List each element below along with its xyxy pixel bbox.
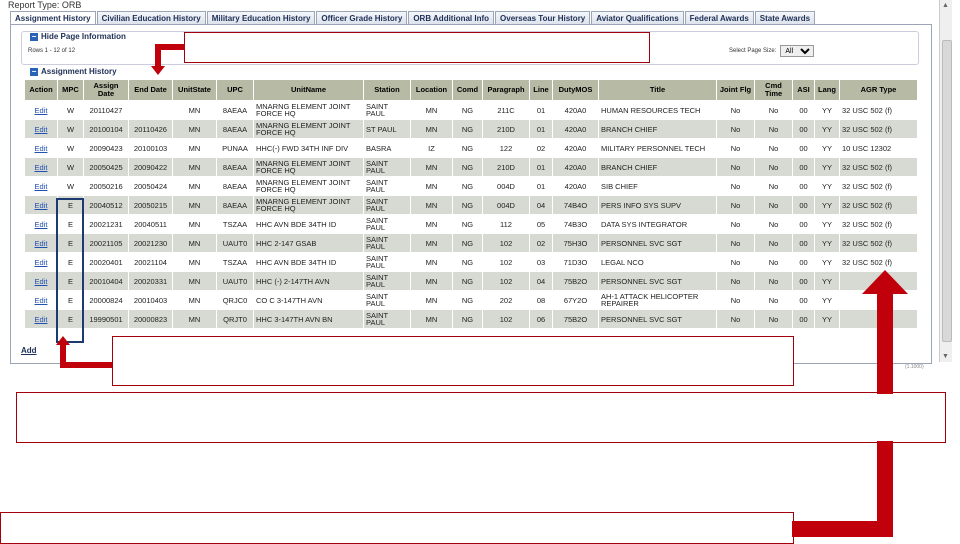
table-cell: MNARNG ELEMENT JOINT FORCE HQ	[254, 101, 364, 120]
table-cell: 71D3O	[553, 253, 599, 272]
tab-federal-awards[interactable]: Federal Awards	[685, 11, 754, 25]
table-cell: No	[755, 291, 793, 310]
page-size-control	[729, 45, 814, 57]
table-cell: AH-1 ATTACK HELICOPTER REPAIRER	[599, 291, 717, 310]
table-cell: SAINT PAUL	[364, 272, 411, 291]
arrow-head-icon	[56, 336, 70, 345]
table-cell: YY	[815, 272, 840, 291]
table-cell: W	[58, 120, 84, 139]
scroll-down-icon[interactable]: ▼	[942, 353, 949, 360]
scrollbar-thumb[interactable]	[942, 40, 952, 342]
section-title-label: Assignment History	[41, 67, 117, 76]
assignment-history-table	[24, 79, 917, 329]
table-cell: 74B4O	[553, 196, 599, 215]
table-cell: No	[717, 234, 755, 253]
table-cell: TSZAA	[217, 215, 254, 234]
tab-military-education-history[interactable]: Military Education History	[207, 11, 316, 25]
tab-assignment-history[interactable]: Assignment History	[10, 11, 96, 25]
callout-box-middle	[112, 336, 794, 386]
table-cell: SAINT PAUL	[364, 177, 411, 196]
table-cell: 20020401	[84, 253, 129, 272]
table-cell: NG	[453, 139, 483, 158]
table-cell: CO C 3-147TH AVN	[254, 291, 364, 310]
table-cell: 08	[530, 291, 553, 310]
table-cell: SAINT PAUL	[364, 215, 411, 234]
table-cell: No	[755, 120, 793, 139]
table-cell: MN	[173, 215, 217, 234]
table-cell: 420A0	[553, 177, 599, 196]
column-header: Title	[599, 80, 717, 101]
arrow-shaft	[792, 521, 893, 537]
table-cell: YY	[815, 158, 840, 177]
edit-link[interactable]: Edit	[25, 101, 58, 120]
table-cell: No	[717, 139, 755, 158]
table-cell: E	[58, 272, 84, 291]
table-cell: MN	[173, 234, 217, 253]
table-cell: YY	[815, 177, 840, 196]
table-cell: 01	[530, 101, 553, 120]
table-cell: 8AEAA	[217, 120, 254, 139]
page-size-label: Select Page Size:	[729, 48, 777, 54]
table-cell: 420A0	[553, 101, 599, 120]
collapse-icon[interactable]: −	[31, 31, 37, 41]
edit-link[interactable]: Edit	[25, 196, 58, 215]
table-cell: 20020331	[129, 272, 173, 291]
table-cell: No	[717, 158, 755, 177]
section-title[interactable]	[30, 67, 117, 76]
table-cell: 004D	[483, 177, 530, 196]
table-cell: MN	[411, 120, 453, 139]
table-cell: 20000824	[84, 291, 129, 310]
table-cell: YY	[815, 310, 840, 329]
table-cell: NG	[453, 158, 483, 177]
table-cell: 102	[483, 310, 530, 329]
table-cell: NG	[453, 272, 483, 291]
table-cell: 32 USC 502 (f)	[840, 101, 918, 120]
table-cell: 210D	[483, 158, 530, 177]
table-cell: 102	[483, 272, 530, 291]
table-cell: No	[717, 310, 755, 329]
table-cell: 00	[793, 253, 815, 272]
table-cell: SAINT PAUL	[364, 310, 411, 329]
table-cell: PERS INFO SYS SUPV	[599, 196, 717, 215]
table-cell: 20110426	[129, 120, 173, 139]
table-cell: QRJT0	[217, 310, 254, 329]
table-cell: MN	[411, 310, 453, 329]
table-row	[25, 234, 918, 253]
table-cell: HHC AVN BDE 34TH ID	[254, 215, 364, 234]
edit-link[interactable]: Edit	[25, 272, 58, 291]
report-type-label: Report Type: ORB	[8, 0, 82, 10]
table-cell: 00	[793, 139, 815, 158]
table-cell	[129, 101, 173, 120]
table-cell: 75H3O	[553, 234, 599, 253]
table-cell: MILITARY PERSONNEL TECH	[599, 139, 717, 158]
column-header: UPC	[217, 80, 254, 101]
table-cell: SAINT PAUL	[364, 291, 411, 310]
table-cell: NG	[453, 177, 483, 196]
column-header: UnitState	[173, 80, 217, 101]
table-cell: 01	[530, 120, 553, 139]
table-cell: SAINT PAUL	[364, 253, 411, 272]
table-cell: No	[717, 291, 755, 310]
table-cell: 20050425	[84, 158, 129, 177]
column-header: Lang	[815, 80, 840, 101]
table-cell: 211C	[483, 101, 530, 120]
table-cell: No	[755, 158, 793, 177]
table-cell: PERSONNEL SVC SGT	[599, 272, 717, 291]
table-cell: 00	[793, 120, 815, 139]
table-cell: 20050424	[129, 177, 173, 196]
table-row	[25, 120, 918, 139]
table-cell: 20100103	[129, 139, 173, 158]
table-cell: MN	[173, 139, 217, 158]
edit-link[interactable]: Edit	[25, 139, 58, 158]
table-cell: 20100104	[84, 120, 129, 139]
table-cell: SAINT PAUL	[364, 234, 411, 253]
column-header: AGR Type	[840, 80, 918, 101]
table-cell: MN	[173, 196, 217, 215]
table-cell: 04	[530, 196, 553, 215]
table-cell: MNARNG ELEMENT JOINT FORCE HQ	[254, 158, 364, 177]
column-header: Station	[364, 80, 411, 101]
table-cell: W	[58, 139, 84, 158]
table-cell: W	[58, 177, 84, 196]
table-cell: 32 USC 502 (f)	[840, 196, 918, 215]
table-cell: 00	[793, 158, 815, 177]
table-header-row	[25, 80, 918, 101]
table-cell: E	[58, 215, 84, 234]
table-row	[25, 101, 918, 120]
tab-orb-additional-info[interactable]: ORB Additional Info	[408, 11, 494, 25]
table-cell: 00	[793, 196, 815, 215]
table-cell: MN	[411, 158, 453, 177]
table-cell: UAUT0	[217, 234, 254, 253]
table-cell: 01	[530, 177, 553, 196]
add-link[interactable]: Add	[21, 346, 37, 355]
table-cell: MN	[173, 310, 217, 329]
table-cell: 20050216	[84, 177, 129, 196]
table-cell: No	[717, 177, 755, 196]
table-cell: 20090422	[129, 158, 173, 177]
table-cell: No	[755, 310, 793, 329]
table-cell: E	[58, 234, 84, 253]
table-cell: W	[58, 158, 84, 177]
column-header: Assign Date	[84, 80, 129, 101]
table-cell: SAINT PAUL	[364, 101, 411, 120]
table-cell: TSZAA	[217, 253, 254, 272]
table-cell: No	[755, 253, 793, 272]
table-cell: 20021105	[84, 234, 129, 253]
table-cell: NG	[453, 253, 483, 272]
table-cell: 20090423	[84, 139, 129, 158]
table-cell: 32 USC 502 (f)	[840, 253, 918, 272]
table-cell: MNARNG ELEMENT JOINT FORCE HQ	[254, 196, 364, 215]
table-cell: NG	[453, 196, 483, 215]
column-header: Cmd Time	[755, 80, 793, 101]
table-cell: 20021231	[84, 215, 129, 234]
table-cell: No	[717, 215, 755, 234]
table-cell: 03	[530, 253, 553, 272]
table-cell: 75B2O	[553, 272, 599, 291]
table-cell: SIB CHIEF	[599, 177, 717, 196]
table-row	[25, 253, 918, 272]
table-cell: 20110427	[84, 101, 129, 120]
table-cell: 20021104	[129, 253, 173, 272]
table-cell: No	[755, 101, 793, 120]
table-cell: NG	[453, 310, 483, 329]
table-cell: MN	[173, 177, 217, 196]
rows-info: Rows 1 - 12 of 12	[28, 48, 76, 54]
page-size-select[interactable]	[780, 45, 814, 57]
tab-aviator-qualifications[interactable]: Aviator Qualifications	[591, 11, 683, 25]
table-cell: 202	[483, 291, 530, 310]
table-cell: 122	[483, 139, 530, 158]
table-cell: 32 USC 502 (f)	[840, 215, 918, 234]
table-cell: YY	[815, 120, 840, 139]
table-cell: SAINT PAUL	[364, 158, 411, 177]
table-cell: MN	[411, 253, 453, 272]
table-cell: 20000823	[129, 310, 173, 329]
column-header: Line	[530, 80, 553, 101]
edit-link[interactable]: Edit	[25, 253, 58, 272]
table-cell: 19990501	[84, 310, 129, 329]
callout-box-bottom	[0, 512, 794, 544]
table-row	[25, 177, 918, 196]
vertical-scrollbar[interactable]	[939, 0, 952, 362]
table-cell: HHC 3-147TH AVN BN	[254, 310, 364, 329]
table-cell: 32 USC 502 (f)	[840, 158, 918, 177]
table-cell: MN	[173, 158, 217, 177]
table-cell: PUNAA	[217, 139, 254, 158]
table-cell: 420A0	[553, 120, 599, 139]
edit-link[interactable]: Edit	[25, 120, 58, 139]
tab-state-awards[interactable]: State Awards	[755, 11, 815, 25]
table-cell: No	[755, 177, 793, 196]
table-cell: YY	[815, 291, 840, 310]
table-cell: ST PAUL	[364, 120, 411, 139]
footer-mark: (1.1000)	[905, 364, 924, 370]
table-cell: NG	[453, 120, 483, 139]
table-cell: No	[717, 253, 755, 272]
table-cell: HHC(-) FWD 34TH INF DIV	[254, 139, 364, 158]
collapse-icon[interactable]: −	[31, 66, 37, 76]
table-cell: 00	[793, 272, 815, 291]
table-cell: QRJC0	[217, 291, 254, 310]
table-cell: MN	[173, 101, 217, 120]
table-cell: LEGAL NCO	[599, 253, 717, 272]
edit-link[interactable]: Edit	[25, 291, 58, 310]
table-cell: 74B3O	[553, 215, 599, 234]
table-cell: No	[755, 272, 793, 291]
column-header: Joint Flg	[717, 80, 755, 101]
table-cell: BASRA	[364, 139, 411, 158]
table-cell: MN	[173, 253, 217, 272]
column-header: Location	[411, 80, 453, 101]
table-cell: NG	[453, 234, 483, 253]
table-cell: 00	[793, 101, 815, 120]
table-cell: 8AEAA	[217, 196, 254, 215]
tab-overseas-tour-history[interactable]: Overseas Tour History	[495, 11, 590, 25]
table-cell: MN	[173, 272, 217, 291]
table-cell: MN	[411, 234, 453, 253]
table-cell: 102	[483, 253, 530, 272]
table-cell: HHC 2-147 GSAB	[254, 234, 364, 253]
edit-link[interactable]: Edit	[25, 234, 58, 253]
table-cell: No	[755, 215, 793, 234]
table-cell: 00	[793, 310, 815, 329]
table-cell: 00	[793, 291, 815, 310]
table-cell: 8AEAA	[217, 101, 254, 120]
table-cell: No	[755, 139, 793, 158]
table-cell: 20021230	[129, 234, 173, 253]
tab-bar	[10, 11, 815, 24]
table-row	[25, 215, 918, 234]
table-cell: 06	[530, 310, 553, 329]
table-cell: MN	[411, 196, 453, 215]
table-cell: 02	[530, 139, 553, 158]
table-row	[25, 272, 918, 291]
table-cell: E	[58, 291, 84, 310]
table-cell: 32 USC 502 (f)	[840, 177, 918, 196]
arrow-shaft	[60, 362, 112, 368]
table-cell: 210D	[483, 120, 530, 139]
tab-civilian-education-history[interactable]: Civilian Education History	[97, 11, 206, 25]
table-cell: MN	[411, 215, 453, 234]
column-header: End Date	[129, 80, 173, 101]
table-cell: YY	[815, 234, 840, 253]
table-cell: 102	[483, 234, 530, 253]
table-cell: 00	[793, 177, 815, 196]
table-cell: 10 USC 12302	[840, 139, 918, 158]
table-cell: DATA SYS INTEGRATOR	[599, 215, 717, 234]
table-cell: HHC (-) 2-147TH AVN	[254, 272, 364, 291]
table-cell: 004D	[483, 196, 530, 215]
table-cell: 02	[530, 234, 553, 253]
table-row	[25, 310, 918, 329]
table-cell: SAINT PAUL	[364, 196, 411, 215]
table-row	[25, 196, 918, 215]
table-cell: E	[58, 310, 84, 329]
table-cell: MN	[173, 291, 217, 310]
table-cell: No	[755, 234, 793, 253]
table-cell: YY	[815, 215, 840, 234]
table-cell: BRANCH CHIEF	[599, 120, 717, 139]
table-cell: NG	[453, 101, 483, 120]
table-cell: PERSONNEL SVC SGT	[599, 310, 717, 329]
table-cell: MN	[411, 272, 453, 291]
edit-link[interactable]: Edit	[25, 177, 58, 196]
scroll-up-icon[interactable]: ▲	[942, 2, 949, 9]
table-cell: NG	[453, 291, 483, 310]
hide-page-info-toggle[interactable]	[30, 32, 126, 41]
callout-box-top	[184, 32, 650, 63]
table-cell: IZ	[411, 139, 453, 158]
mpc-highlight-box	[56, 198, 84, 343]
table-cell: W	[58, 101, 84, 120]
table-cell: No	[717, 196, 755, 215]
table-cell: MN	[173, 120, 217, 139]
callout-box-lower	[16, 392, 946, 443]
table-cell: No	[755, 196, 793, 215]
table-cell: 420A0	[553, 139, 599, 158]
table-cell: YY	[815, 253, 840, 272]
table-cell: E	[58, 253, 84, 272]
edit-link[interactable]: Edit	[25, 158, 58, 177]
table-row	[25, 158, 918, 177]
table-cell: 8AEAA	[217, 158, 254, 177]
table-cell: NG	[453, 215, 483, 234]
table-cell: YY	[815, 139, 840, 158]
table-cell: MNARNG ELEMENT JOINT FORCE HQ	[254, 177, 364, 196]
table-cell: 8AEAA	[217, 177, 254, 196]
table-cell: 20010403	[129, 291, 173, 310]
table-cell: 112	[483, 215, 530, 234]
table-cell: 20040511	[129, 215, 173, 234]
hide-page-info-label[interactable]: Hide Page Information	[41, 32, 126, 41]
table-cell: YY	[815, 101, 840, 120]
table-cell: E	[58, 196, 84, 215]
table-row	[25, 291, 918, 310]
table-cell: 20040512	[84, 196, 129, 215]
table-cell: PERSONNEL SVC SGT	[599, 234, 717, 253]
tab-officer-grade-history[interactable]: Officer Grade History	[316, 11, 407, 25]
column-header: DutyMOS	[553, 80, 599, 101]
table-cell: UAUT0	[217, 272, 254, 291]
table-cell: 32 USC 502 (f)	[840, 234, 918, 253]
arrow-shaft	[877, 290, 893, 394]
table-cell: 04	[530, 272, 553, 291]
column-header: ASI	[793, 80, 815, 101]
table-cell: 75B2O	[553, 310, 599, 329]
table-cell: HHC AVN BDE 34TH ID	[254, 253, 364, 272]
table-cell: HUMAN RESOURCES TECH	[599, 101, 717, 120]
table-cell: 00	[793, 215, 815, 234]
table-cell: 32 USC 502 (f)	[840, 120, 918, 139]
edit-link[interactable]: Edit	[25, 310, 58, 329]
table-cell: MN	[411, 101, 453, 120]
table-cell: 01	[530, 158, 553, 177]
column-header: Paragraph	[483, 80, 530, 101]
column-header: Comd	[453, 80, 483, 101]
column-header: UnitName	[254, 80, 364, 101]
table-cell: 05	[530, 215, 553, 234]
table-cell: MNARNG ELEMENT JOINT FORCE HQ	[254, 120, 364, 139]
table-cell: No	[717, 101, 755, 120]
table-cell: 420A0	[553, 158, 599, 177]
edit-link[interactable]: Edit	[25, 215, 58, 234]
table-cell: No	[717, 272, 755, 291]
table-cell: 67Y2O	[553, 291, 599, 310]
column-header: MPC	[58, 80, 84, 101]
table-cell: YY	[815, 196, 840, 215]
table-cell: MN	[411, 177, 453, 196]
table-cell: 20010404	[84, 272, 129, 291]
table-cell: BRANCH CHIEF	[599, 158, 717, 177]
table-cell: 20050215	[129, 196, 173, 215]
column-header: Action	[25, 80, 58, 101]
arrow-head-icon	[151, 66, 165, 75]
table-cell: MN	[411, 291, 453, 310]
arrow-shaft	[155, 44, 161, 68]
table-row	[25, 139, 918, 158]
table-cell: 00	[793, 234, 815, 253]
arrow-head-icon	[862, 270, 908, 294]
table-cell: No	[717, 120, 755, 139]
